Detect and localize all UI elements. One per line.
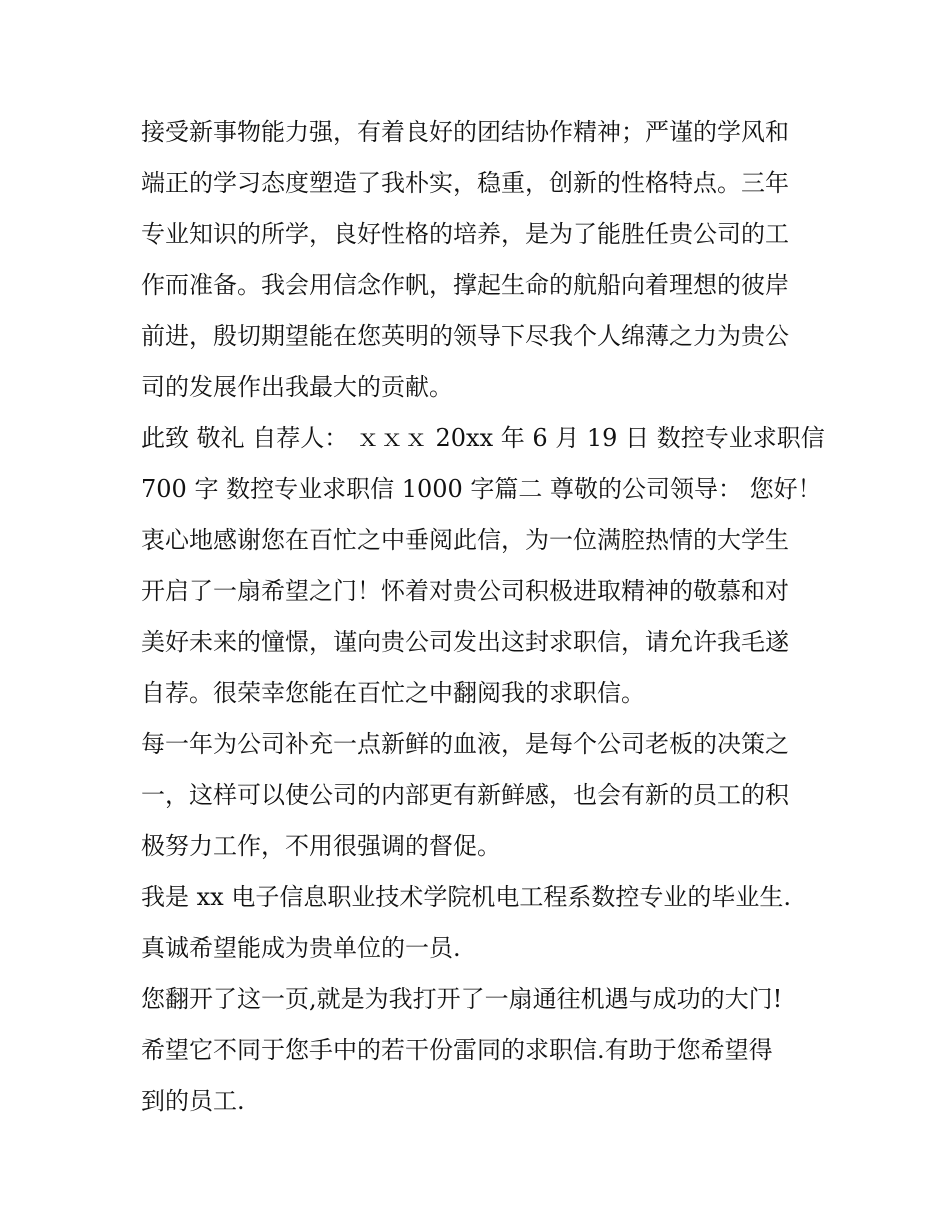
- paragraph: [141, 872, 813, 974]
- text-line: 接受新事物能力强，有着良好的团结协作精神；严谨的学风和: [141, 118, 789, 146]
- text-line: 到的员工.: [141, 1087, 245, 1115]
- text-line: 此致 敬礼 自荐人： ｘｘｘ 20xx 年 6 月 19 日 数控专业求职信: [141, 424, 825, 452]
- text-line: 希望它不同于您手中的若干份雷同的求职信.有助于您希望得: [141, 1036, 773, 1064]
- text-line: 开启了一扇希望之门！怀着对贵公司积极进取精神的敬慕和对: [141, 577, 789, 605]
- text-line: 司的发展作出我最大的贡献。: [141, 373, 453, 401]
- text-line: 极努力工作，不用很强调的督促。: [141, 832, 501, 860]
- paragraph: [141, 413, 825, 719]
- paragraph: [141, 719, 813, 872]
- text-line: 专业知识的所学，良好性格的培养，是为了能胜任贵公司的工: [141, 220, 789, 248]
- text-line: 作而准备。我会用信念作帆，撑起生命的航船向着理想的彼岸: [141, 271, 789, 299]
- text-line: 衷心地感谢您在百忙之中垂阅此信，为一位满腔热情的大学生: [141, 526, 789, 554]
- text-line: 700 字 数控专业求职信 1000 字篇二 尊敬的公司领导： 您好！: [141, 475, 822, 503]
- paragraph: [141, 974, 813, 1127]
- text-line: 我是 xx 电子信息职业技术学院机电工程系数控专业的毕业生.: [141, 883, 791, 911]
- text-line: 每一年为公司补充一点新鲜的血液，是每个公司老板的决策之: [141, 730, 789, 758]
- text-line: 自荐。很荣幸您能在百忙之中翻阅我的求职信。: [141, 679, 645, 707]
- text-line: 一，这样可以使公司的内部更有新鲜感，也会有新的员工的积: [141, 781, 789, 809]
- paragraph: [141, 107, 813, 413]
- document-body: [141, 107, 825, 1127]
- text-line: 端正的学习态度塑造了我朴实，稳重，创新的性格特点。三年: [141, 169, 789, 197]
- text-line: 前进，殷切期望能在您英明的领导下尽我个人绵薄之力为贵公: [141, 322, 789, 350]
- text-line: 真诚希望能成为贵单位的一员.: [141, 934, 461, 962]
- text-line: 您翻开了这一页,就是为我打开了一扇通往机遇与成功的大门!: [141, 985, 783, 1013]
- text-line: 美好未来的憧憬，谨向贵公司发出这封求职信，请允许我毛遂: [141, 628, 789, 656]
